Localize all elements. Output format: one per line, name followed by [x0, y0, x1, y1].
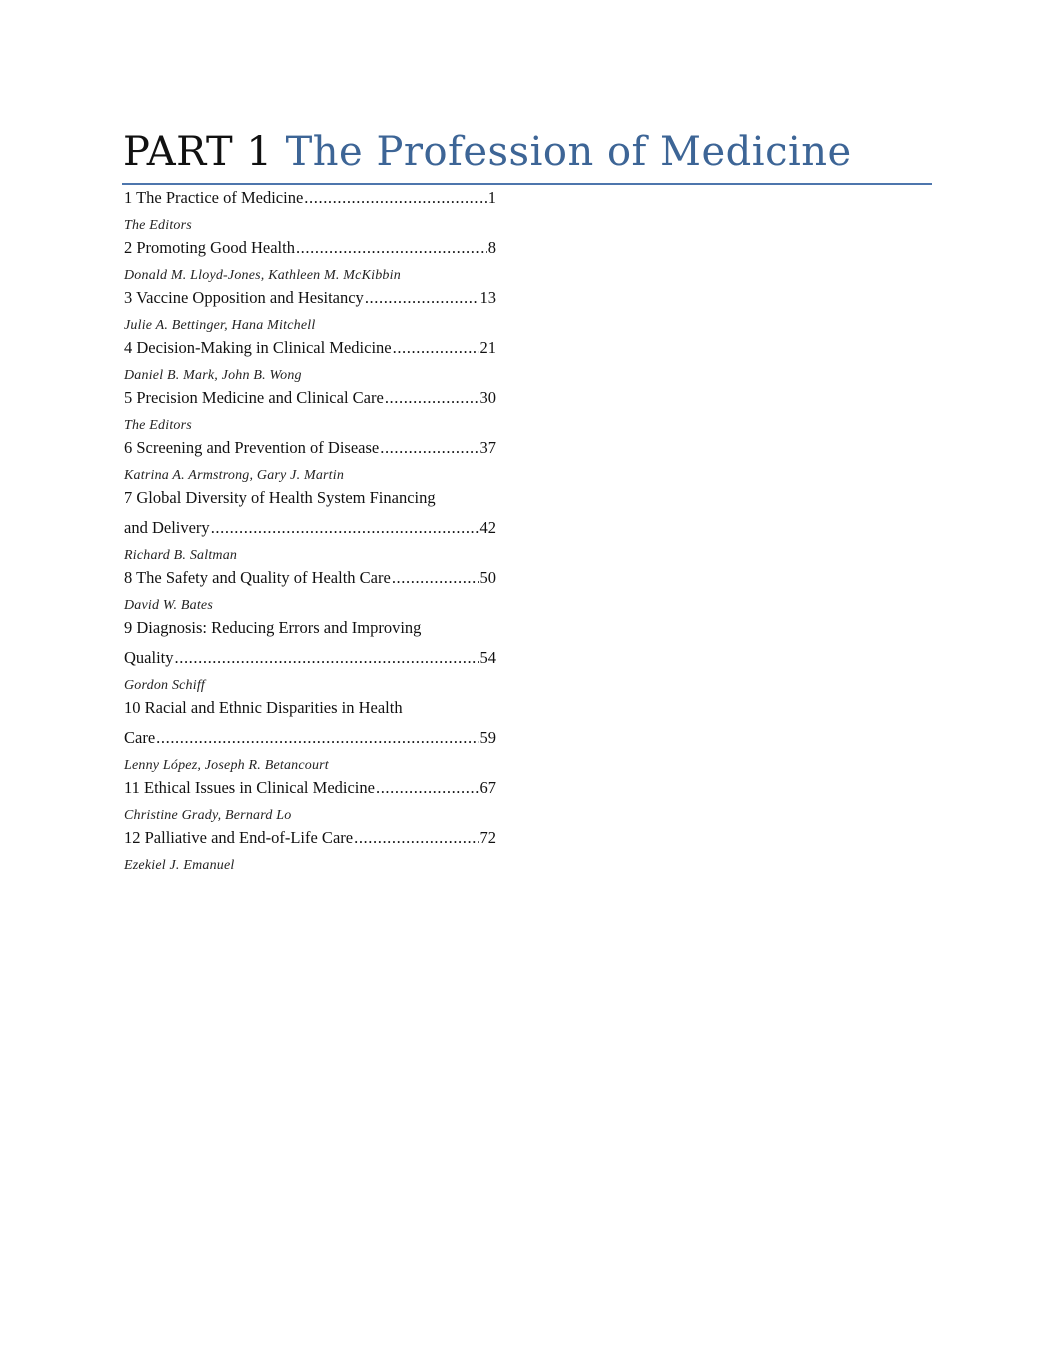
chapter-title: 9 Diagnosis: Reducing Errors and Improving — [124, 618, 422, 637]
chapter-authors: Julie A. Bettinger, Hana Mitchell — [124, 318, 316, 333]
chapter-title: and Delivery — [124, 518, 210, 537]
part-label: PART 1 — [123, 129, 273, 175]
page-number: 37 — [479, 438, 496, 457]
toc-entry — [124, 777, 496, 827]
dot-leader — [156, 727, 478, 749]
page-number: 54 — [479, 648, 496, 667]
toc-entry — [124, 617, 496, 697]
dot-leader — [354, 827, 478, 849]
dot-leader — [296, 237, 487, 259]
page-number: 1 — [487, 188, 496, 207]
chapter-title: 2 Promoting Good Health — [124, 238, 295, 257]
page-number: 72 — [479, 828, 496, 847]
chapter-title: 1 The Practice of Medicine — [124, 188, 304, 207]
chapter-title: 6 Screening and Prevention of Disease — [124, 438, 380, 457]
chapter-authors: Gordon Schiff — [124, 678, 206, 693]
toc-title-line — [124, 287, 496, 317]
toc-title-line — [124, 727, 496, 757]
toc-title-line-continued — [124, 487, 496, 517]
toc-title-line — [124, 237, 496, 267]
toc-entry — [124, 337, 496, 387]
page-number: 30 — [479, 388, 496, 407]
page-number: 59 — [479, 728, 496, 747]
chapter-authors: David W. Bates — [124, 598, 213, 613]
dot-leader — [175, 647, 479, 669]
toc-entry — [124, 287, 496, 337]
toc-entry — [124, 387, 496, 437]
toc-title-line-continued — [124, 697, 496, 727]
dot-leader — [393, 337, 479, 359]
chapter-authors: Richard B. Saltman — [124, 548, 238, 563]
toc-entry — [124, 487, 496, 567]
dot-leader — [392, 567, 479, 589]
toc-entry — [124, 697, 496, 777]
dot-leader — [376, 777, 479, 799]
toc-title-line — [124, 517, 496, 547]
toc-title-line — [124, 647, 496, 677]
toc-entry — [124, 237, 496, 287]
toc-entry — [124, 567, 496, 617]
page-number: 13 — [479, 288, 496, 307]
chapter-title: Quality — [124, 648, 174, 667]
chapter-title: Care — [124, 728, 156, 747]
chapter-title: 12 Palliative and End-of-Life Care — [124, 828, 354, 847]
toc-title-line — [124, 187, 496, 217]
dot-leader — [365, 287, 479, 309]
toc-entry — [124, 437, 496, 487]
table-of-contents — [124, 187, 496, 877]
toc-title-line — [124, 567, 496, 597]
page-number: 67 — [479, 778, 496, 797]
toc-entry — [124, 187, 496, 237]
dot-leader — [304, 187, 486, 209]
toc-title-line — [124, 387, 496, 417]
page-number: 42 — [479, 518, 496, 537]
toc-title-line — [124, 827, 496, 857]
heading-rule — [122, 183, 932, 185]
page-number: 50 — [479, 568, 496, 587]
chapter-authors: Daniel B. Mark, John B. Wong — [124, 368, 302, 383]
chapter-authors: The Editors — [124, 418, 192, 433]
chapter-title: 4 Decision-Making in Clinical Medicine — [124, 338, 392, 357]
toc-title-line — [124, 437, 496, 467]
toc-entry — [124, 827, 496, 877]
toc-title-line-continued — [124, 617, 496, 647]
chapter-authors: Ezekiel J. Emanuel — [124, 858, 235, 873]
part-heading — [123, 122, 852, 182]
chapter-title: 11 Ethical Issues in Clinical Medicine — [124, 778, 375, 797]
part-title: The Profession of Medicine — [285, 129, 852, 175]
chapter-authors: Lenny López, Joseph R. Betancourt — [124, 758, 329, 773]
dot-leader — [380, 437, 478, 459]
page-number: 21 — [479, 338, 496, 357]
dot-leader — [211, 517, 479, 539]
chapter-title: 10 Racial and Ethnic Disparities in Health — [124, 698, 403, 717]
toc-title-line — [124, 337, 496, 367]
dot-leader — [385, 387, 479, 409]
toc-title-line — [124, 777, 496, 807]
chapter-title: 3 Vaccine Opposition and Hesitancy — [124, 288, 364, 307]
chapter-authors: Katrina A. Armstrong, Gary J. Martin — [124, 468, 345, 483]
chapter-title: 8 The Safety and Quality of Health Care — [124, 568, 391, 587]
page-number: 8 — [487, 238, 496, 257]
chapter-authors: The Editors — [124, 218, 192, 233]
chapter-authors: Donald M. Lloyd-Jones, Kathleen M. McKibbin — [124, 268, 401, 283]
chapter-title: 5 Precision Medicine and Clinical Care — [124, 388, 384, 407]
chapter-authors: Christine Grady, Bernard Lo — [124, 808, 292, 823]
chapter-title: 7 Global Diversity of Health System Financing — [124, 488, 436, 507]
